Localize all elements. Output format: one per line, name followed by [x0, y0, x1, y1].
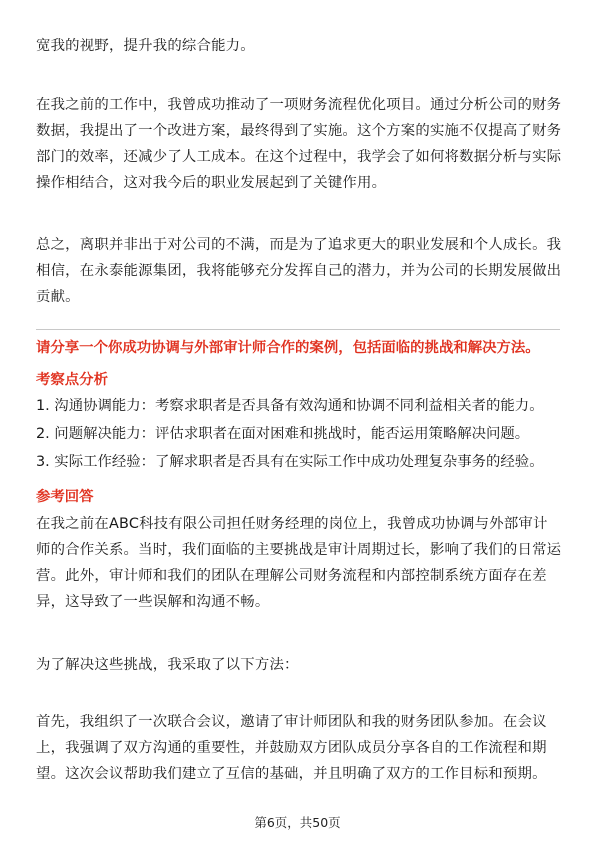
- paragraph-conclusion: 总之，离职并非出于对公司的不满，而是为了追求更大的职业发展和个人成长。我相信，在永泰能源集团，我将能够充分发挥自己的潜力，并为公司的长期发展做出贡献。: [36, 237, 562, 305]
- analysis-heading: 考察点分析: [36, 372, 108, 388]
- analysis-item: 2. 问题解决能力：评估求职者在面对困难和挑战时，能否运用策略解决问题。: [36, 426, 530, 442]
- answer-paragraph: 为了解决这些挑战，我采取了以下方法：: [36, 657, 299, 673]
- paragraph-intro-tail: 宽我的视野，提升我的综合能力。: [36, 38, 255, 54]
- interview-question: 请分享一个你成功协调与外部审计师合作的案例，包括面临的挑战和解决方法。: [36, 340, 540, 356]
- answer-heading: 参考回答: [36, 489, 94, 505]
- analysis-item: 3. 实际工作经验：了解求职者是否具有在实际工作中成功处理复杂事务的经验。: [36, 454, 544, 470]
- answer-paragraph: 在我之前在ABC科技有限公司担任财务经理的岗位上，我曾成功协调与外部审计师的合作关系。当时，我们面临的主要挑战是审计周期过长，影响了我们的日常运营。此外，审计师和我们的团队在理解公司财务流程和内部控制系统方面存在差异，这导致了一些误解和沟通不畅。: [36, 516, 562, 610]
- page-number: 第6页，共50页: [254, 815, 341, 830]
- paragraph-project-experience: 在我之前的工作中，我曾成功推动了一项财务流程优化项目。通过分析公司的财务数据，我提出了一个改进方案，最终得到了实施。这个方案的实施不仅提高了财务部门的效率，还减少了人工成本。在这个过程中，我学会了如何将数据分析与实际操作相结合，这对我今后的职业发展起到了关键作用。: [36, 97, 562, 191]
- answer-paragraph: 首先，我组织了一次联合会议，邀请了审计师团队和我的财务团队参加。在会议上，我强调了双方沟通的重要性，并鼓励双方团队成员分享各自的工作流程和期望。这次会议帮助我们建立了互信的基础，并且明确了双方的工作目标和预期。: [36, 714, 547, 782]
- analysis-item: 1. 沟通协调能力：考察求职者是否具备有效沟通和协调不同利益相关者的能力。: [36, 398, 544, 414]
- section-divider: [36, 329, 560, 330]
